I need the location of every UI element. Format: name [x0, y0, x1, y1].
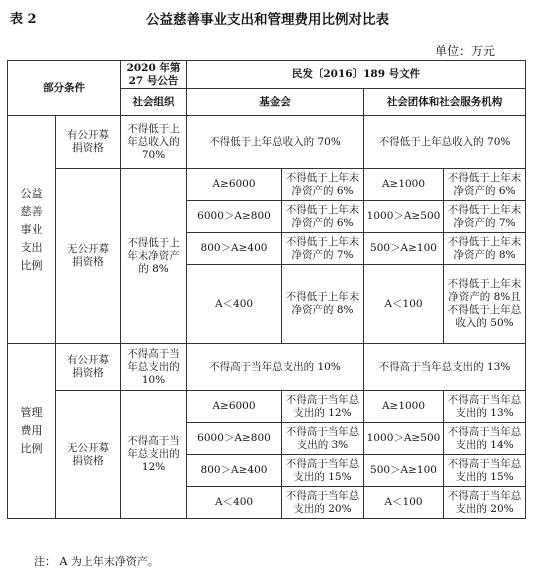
- welfare-groups-value: 不得低于上年末净资产的 7%: [444, 201, 526, 233]
- comparison-table: [7, 60, 526, 519]
- management-foundation-value: 不得高于当年总支出的 12%: [282, 391, 364, 423]
- unit-label: 单位：万元: [434, 44, 495, 58]
- welfare-groups-range: A≥1000: [364, 169, 444, 201]
- welfare-nonpublic-label-text: 无公开募捐资格: [67, 243, 109, 268]
- management-groups-range: 1000＞A≥500: [364, 423, 444, 455]
- management-foundation-range: A＜400: [187, 487, 282, 519]
- title-row: [10, 6, 525, 28]
- management-category: [8, 344, 56, 519]
- welfare-public-label: [56, 116, 121, 169]
- welfare-nonpublic-social-org: 不得低于上年末净资产的 8%: [121, 169, 187, 344]
- management-groups-value: 不得高于当年总支出的 15%: [444, 455, 526, 487]
- welfare-public-label-text: 有公开募捐资格: [67, 129, 109, 154]
- management-nonpublic-social-org: 不得高于当年总支出的 12%: [121, 391, 187, 519]
- welfare-foundation-range: A≥6000: [187, 169, 282, 201]
- table-title: 公益慈善事业支出和管理费用比例对比表: [146, 12, 389, 28]
- welfare-foundation-value: 不得低于上年末净资产的 6%: [282, 201, 364, 233]
- management-groups-range: A＜100: [364, 487, 444, 519]
- header-part-condition: 部分条件: [8, 61, 121, 116]
- welfare-public-social-groups: 不得低于上年总收入的 70%: [364, 116, 526, 169]
- management-foundation-range: A≥6000: [187, 391, 282, 423]
- welfare-groups-value: 不得低于上年末净资产的 8%: [444, 233, 526, 265]
- management-foundation-range: 6000＞A≥800: [187, 423, 282, 455]
- management-groups-value: 不得高于当年总支出的 14%: [444, 423, 526, 455]
- welfare-foundation-range: A＜400: [187, 265, 282, 344]
- management-public-foundation: 不得高于当年总支出的 10%: [187, 344, 364, 391]
- management-foundation-range: 800＞A≥400: [187, 455, 282, 487]
- management-public-social-groups: 不得高于当年总支出的 13%: [364, 344, 526, 391]
- header-social-groups: 社会团体和社会服务机构: [364, 89, 526, 116]
- welfare-groups-range: A＜100: [364, 265, 444, 344]
- welfare-groups-value: 不得低于上年末净资产的 6%: [444, 169, 526, 201]
- welfare-groups-value: 不得低于上年末净资产的 8%且不得低于上年总收入的 50%: [444, 265, 526, 344]
- management-foundation-value: 不得高于当年总支出的 3%: [282, 423, 364, 455]
- management-groups-range: 500＞A≥100: [364, 455, 444, 487]
- header-foundation: 基金会: [187, 89, 364, 116]
- welfare-public-foundation: 不得低于上年总收入的 70%: [187, 116, 364, 169]
- header-announcement-2020: 2020 年第 27 号公告: [121, 61, 187, 89]
- welfare-foundation-value: 不得低于上年末净资产的 6%: [282, 169, 364, 201]
- welfare-foundation-value: 不得低于上年末净资产的 8%: [282, 265, 364, 344]
- footnote: 注： A 为上年末净资产。: [34, 555, 159, 568]
- management-public-label: [56, 344, 121, 391]
- welfare-category: [8, 116, 56, 344]
- welfare-groups-range: 500＞A≥100: [364, 233, 444, 265]
- table-number: 表 2: [10, 12, 37, 27]
- welfare-groups-range: 1000＞A≥500: [364, 201, 444, 233]
- welfare-public-social-org: 不得低于上年总收入的 70%: [121, 116, 187, 169]
- header-document-2016: 民发〔2016〕189 号文件: [187, 61, 526, 89]
- header-social-org: 社会组织: [121, 89, 187, 116]
- management-groups-range: A≥1000: [364, 391, 444, 423]
- management-groups-value: 不得高于当年总支出的 20%: [444, 487, 526, 519]
- management-public-label-text: 有公开募捐资格: [67, 354, 109, 379]
- management-category-text: 管理费用比例: [20, 406, 43, 455]
- management-groups-value: 不得高于当年总支出的 13%: [444, 391, 526, 423]
- management-foundation-value: 不得高于当年总支出的 20%: [282, 487, 364, 519]
- welfare-foundation-value: 不得低于上年末净资产的 7%: [282, 233, 364, 265]
- management-public-social-org: 不得高于当年总支出的 10%: [121, 344, 187, 391]
- welfare-foundation-range: 800＞A≥400: [187, 233, 282, 265]
- management-foundation-value: 不得高于当年总支出的 15%: [282, 455, 364, 487]
- management-nonpublic-label-text: 无公开募捐资格: [67, 441, 109, 467]
- welfare-category-text: 公益慈善事业支出比例: [20, 186, 43, 272]
- welfare-nonpublic-label: [56, 169, 121, 344]
- welfare-foundation-range: 6000＞A≥800: [187, 201, 282, 233]
- management-nonpublic-label: [56, 391, 121, 519]
